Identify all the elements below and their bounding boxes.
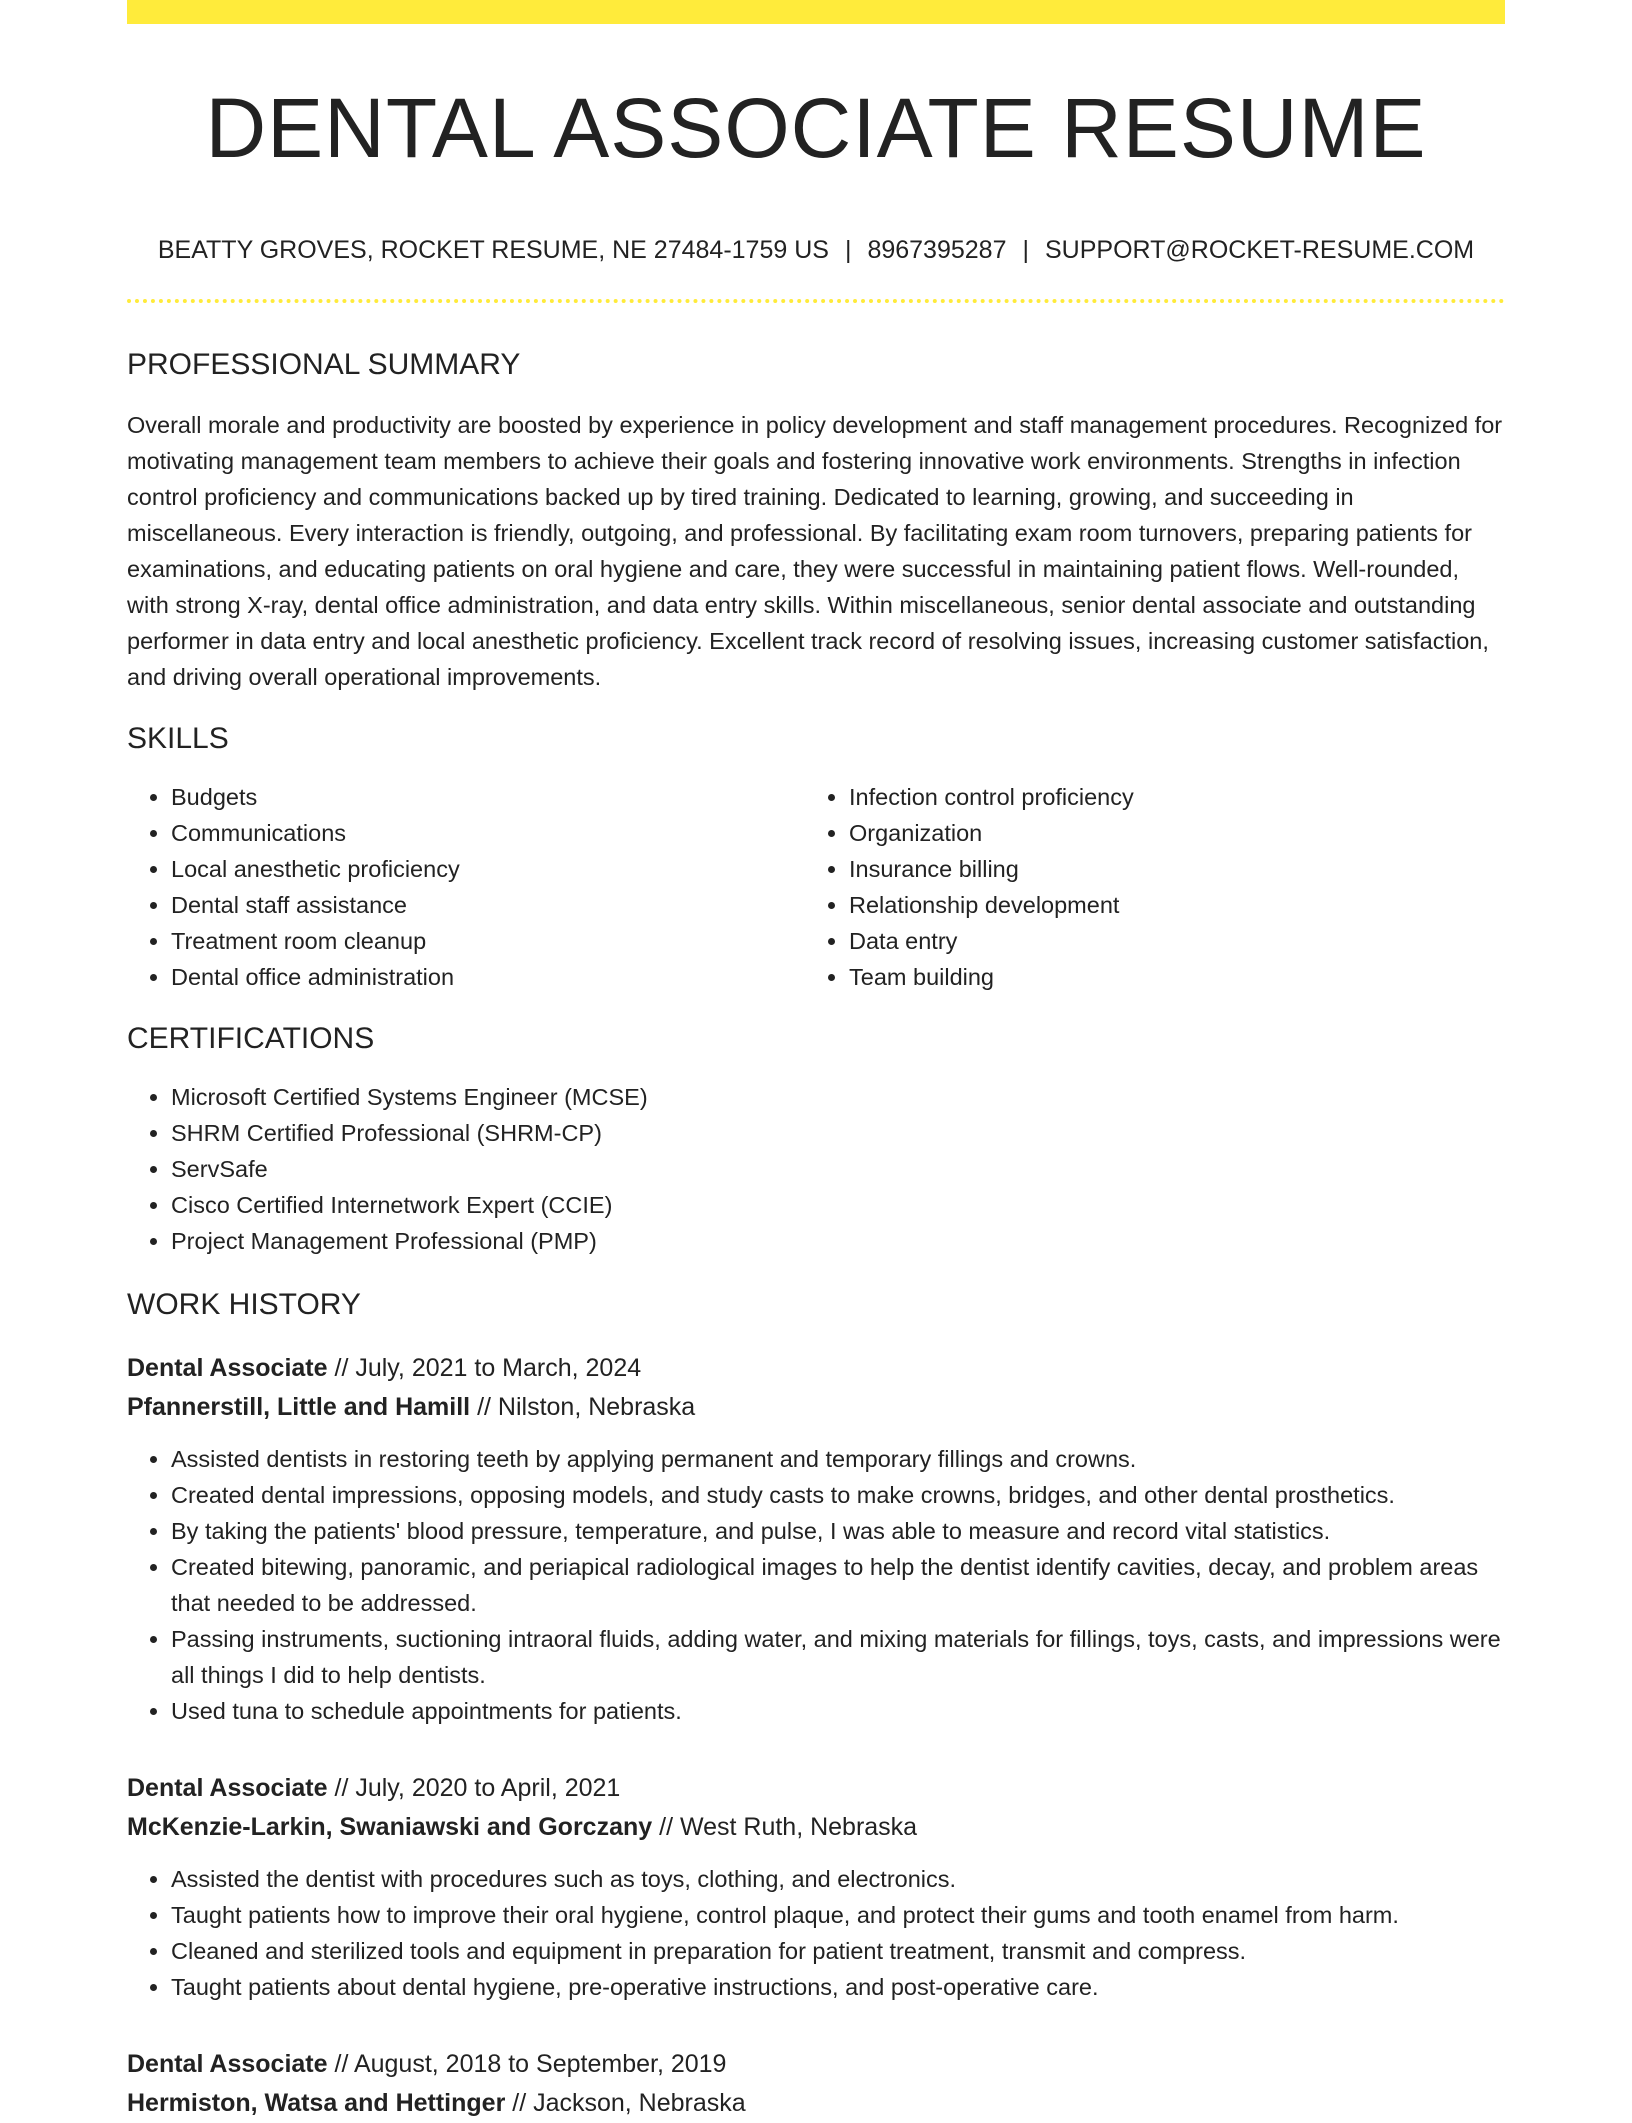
job-company-line	[127, 1808, 1505, 1847]
skill-item: • Local anesthetic proficiency	[171, 851, 805, 887]
certification-item: • ServSafe	[171, 1151, 1505, 1187]
job-company-line	[127, 1388, 1505, 1427]
contact-email[interactable]: SUPPORT@ROCKET-RESUME.COM	[1044, 236, 1475, 264]
accent-bar	[127, 0, 1505, 24]
job-bullets	[127, 1441, 1505, 1729]
skill-item: • Relationship development	[849, 887, 1483, 923]
skill-item: • Insurance billing	[849, 851, 1483, 887]
certifications-heading: CERTIFICATIONS	[127, 1022, 375, 1055]
job-bullet: • Taught patients how to improve their oral hygiene, control plaque, and protect their gums and tooth enamel from harm.	[171, 1897, 1505, 1933]
job-title: Dental Associate	[127, 1354, 328, 1382]
skill-item: • Budgets	[171, 779, 805, 815]
skill-item: • Communications	[171, 815, 805, 851]
dotted-divider	[127, 299, 1505, 303]
job-company: McKenzie-Larkin, Swaniawski and Gorczany	[127, 1813, 653, 1841]
resume-content	[127, 24, 1505, 2123]
job-dates: // July, 2021 to March, 2024	[327, 1354, 642, 1382]
skills-heading: SKILLS	[127, 722, 229, 755]
page-title: DENTAL ASSOCIATE RESUME	[205, 81, 1427, 175]
job-location: // West Ruth, Nebraska	[652, 1813, 918, 1841]
job-bullet: • Taught patients about dental hygiene, pre-operative instructions, and post-operative care.	[171, 1969, 1505, 2005]
job-company-line	[127, 2084, 1505, 2123]
certification-item: • Project Management Professional (PMP)	[171, 1223, 1505, 1259]
job-title-line	[127, 1769, 1505, 1808]
skill-item: • Dental office administration	[171, 959, 805, 995]
job-bullet: • Assisted dentists in restoring teeth by applying permanent and temporary fillings and crowns.	[171, 1441, 1505, 1477]
certification-item: • SHRM Certified Professional (SHRM-CP)	[171, 1115, 1505, 1151]
skills-list	[127, 779, 1505, 995]
contact-phone: 8967395287	[867, 236, 1007, 264]
job-bullet: • Assisted the dentist with procedures such as toys, clothing, and electronics.	[171, 1861, 1505, 1897]
contact-separator: |	[844, 236, 852, 264]
summary-heading: PROFESSIONAL SUMMARY	[127, 348, 521, 381]
job-bullets	[127, 1861, 1505, 2005]
job-bullet: • Created dental impressions, opposing models, and study casts to make crowns, bridges, and other dental prosthetics.	[171, 1477, 1505, 1513]
summary-text: Overall morale and productivity are boosted by experience in policy development and staff management procedures. Recognized for motivating management team members to achieve their goals and fostering innovative work environments. Strengths in infection control proficiency and communications backed up by tired training. Dedicated to learning, growing, and succeeding in miscellaneous. Every interaction is friendly, outgoing, and professional. By facilitating exam room turnovers, preparing patients for examinations, and educating patients on oral hygiene and care, they were successful in maintaining patient flows. Well-rounded, with strong X-ray, dental office administration, and data entry skills. Within miscellaneous, senior dental associate and outstanding performer in data entry and local anesthetic proficiency. Excellent track record of resolving issues, increasing customer satisfaction, and driving overall operational improvements.	[127, 412, 1503, 690]
job-title-line	[127, 1349, 1505, 1388]
certification-item: • Microsoft Certified Systems Engineer (MCSE)	[171, 1079, 1505, 1115]
skill-item: • Treatment room cleanup	[171, 923, 805, 959]
job-title: Dental Associate	[127, 1774, 328, 1802]
contact-line	[127, 235, 1505, 265]
skill-item: • Dental staff assistance	[171, 887, 805, 923]
job-title-line	[127, 2045, 1505, 2084]
job-dates: // July, 2020 to April, 2021	[327, 1774, 621, 1802]
job-bullet: • Cleaned and sterilized tools and equipment in preparation for patient treatment, transmit and compress.	[171, 1933, 1505, 1969]
contact-address: BEATTY GROVES, ROCKET RESUME, NE 27484-1759 US	[157, 236, 829, 264]
work-history-heading: WORK HISTORY	[127, 1288, 361, 1321]
skill-item: • Team building	[849, 959, 1483, 995]
job-title: Dental Associate	[127, 2050, 328, 2078]
job-bullet: • Used tuna to schedule appointments for patients.	[171, 1693, 1505, 1729]
skill-item: • Infection control proficiency	[849, 779, 1483, 815]
skill-item: • Data entry	[849, 923, 1483, 959]
job-dates: // August, 2018 to September, 2019	[327, 2050, 727, 2078]
skill-item: • Organization	[849, 815, 1483, 851]
job-location: // Jackson, Nebraska	[505, 2089, 746, 2117]
job-entry	[127, 1769, 1505, 2005]
skills-column-right	[805, 779, 1483, 995]
job-bullet: • By taking the patients' blood pressure, temperature, and pulse, I was able to measure and record vital statistics.	[171, 1513, 1505, 1549]
skills-column-left	[127, 779, 805, 995]
contact-separator: |	[1022, 236, 1029, 264]
certifications-list	[127, 1079, 1505, 1259]
job-entry	[127, 2045, 1505, 2123]
job-company: Pfannerstill, Little and Hamill	[127, 1393, 471, 1421]
job-company: Hermiston, Watsa and Hettinger	[127, 2089, 506, 2117]
job-entry	[127, 1349, 1505, 1729]
job-location: // Nilston, Nebraska	[470, 1393, 696, 1421]
certification-item: • Cisco Certified Internetwork Expert (CCIE)	[171, 1187, 1505, 1223]
job-bullet: • Passing instruments, suctioning intraoral fluids, adding water, and mixing materials for fillings, toys, casts, and impressions were all things I did to help dentists.	[171, 1621, 1505, 1693]
job-bullet: • Created bitewing, panoramic, and periapical radiological images to help the dentist identify cavities, decay, and problem areas that needed to be addressed.	[171, 1549, 1505, 1621]
